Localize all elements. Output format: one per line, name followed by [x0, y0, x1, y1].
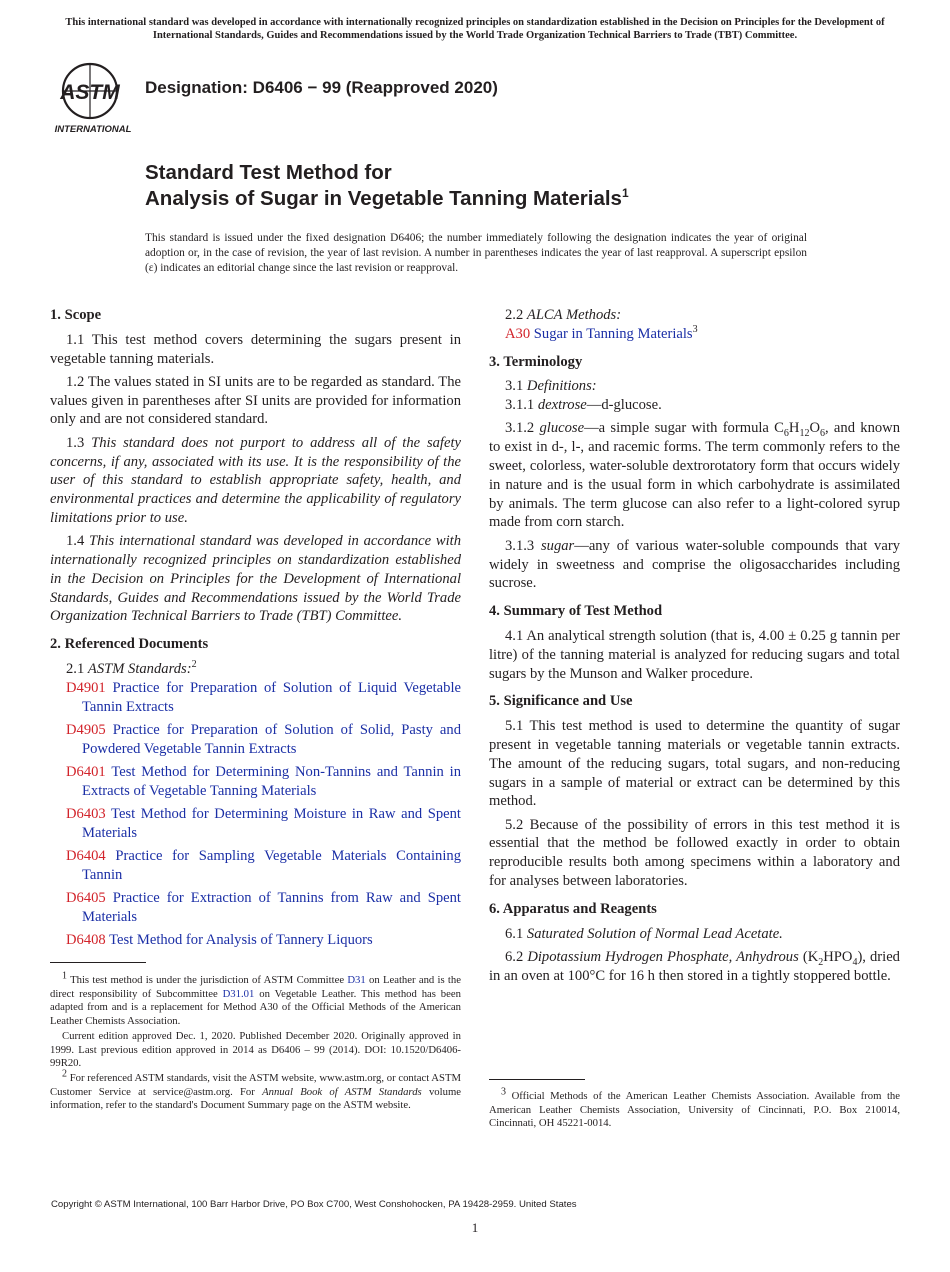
section-6-heading: 6. Apparatus and Reagents	[489, 900, 657, 917]
title-line-1: Standard Test Method for	[145, 161, 392, 184]
link-d31[interactable]: D31	[347, 974, 366, 986]
para-6-1: 6.1 Saturated Solution of Normal Lead Acetate.	[505, 925, 783, 942]
section-2-heading: 2. Referenced Documents	[50, 636, 209, 653]
standard-ref-d4905[interactable]: D4905 Practice for Preparation of Solution of Solid, Pasty and Powdered Vegetable Tannin Extracts	[66, 721, 461, 757]
para-5-1: 5.1 This test method is used to determine the quantity of sugar present in vegetable tanning materials or vegetable tannin extracts. The amount of the reducing sugars, total sugars, and non-reducing sugars in a sample of material or extract can be determined by this method.	[489, 718, 900, 810]
footnote-rule-left	[50, 962, 146, 963]
issue-statement: This standard is issued under the fixed designation D6406; the number immediately following the designation indicates the year of original adoption or, in the case of revision, the year of last revision. A number in parentheses indicates the year of last reapproval. A superscript epsilon (ε) indicates an editorial change since the last revision or reapproval.	[145, 232, 807, 274]
document-title	[145, 160, 629, 212]
standard-ref-d6403[interactable]: D6403 Test Method for Determining Moisture in Raw and Spent Materials	[66, 806, 461, 841]
international-standard-notice: This international standard was developed in accordance with internationally recognized principles on standardization established in the Decision on Principles for the Development of International Standards, Guides and Recommendations issued by the World Trade Organization Technical Barriers to Trade (TBT) Committee.	[65, 17, 885, 41]
link-d31-01[interactable]: D31.01	[222, 987, 255, 1000]
title-line-2: Analysis of Sugar in Vegetable Tanning Materials$^1$	[145, 186, 629, 210]
para-3-1-1: 3.1.1 dextrose—d-glucose.	[505, 397, 662, 414]
svg-text:INTERNATIONAL: INTERNATIONAL	[54, 124, 132, 134]
para-3-1: 3.1 Definitions:	[505, 378, 597, 395]
para-1-4: 1.4 This international standard was developed in accordance with internationally recognized principles on standardization established in the Decision on Principles for the Development of International Standards, Guides and Recommendations issued by the World Trade Organization Technical Barriers to Trade (TBT) Committee.	[50, 533, 462, 625]
astm-logo	[54, 60, 134, 134]
section-1-heading: 1. Scope	[50, 307, 102, 323]
para-1-1: 1.1 This test method covers determining the sugars present in vegetable tanning materials.	[50, 331, 461, 367]
designation: Designation: D6406 − 99 (Reapproved 2020)	[145, 78, 498, 97]
title-footnote-mark: 1	[621, 186, 629, 201]
section-4-heading: 4. Summary of Test Method	[489, 603, 663, 620]
footnote-3: $^3$ Official Methods of the American Leather Chemists Association. Available from the American Leather Chemists Association, University of Cincinnati, P.O. Box 210014, Cincinnati, OH 45221-0014.	[489, 1086, 901, 1130]
page-number: 1	[471, 1220, 479, 1235]
footnote-rule-right	[489, 1079, 585, 1080]
footnote-1: $^1$ This test method is under the jurisdiction of ASTM Committee D31 on Leather and is the direct responsibility of Subcommittee D31.01 on Vegetable Leather. This method has been adapted from and is a replacement for Method A30 of the Official Methods of the American Leather Chemists Association.	[50, 970, 461, 1028]
section-3-heading: 3. Terminology	[489, 353, 583, 370]
para-3-1-3: 3.1.3 sugar—any of various water-soluble compounds that vary widely in sweetness and comprise the oligosaccharides including sucrose.	[489, 537, 900, 592]
copyright-notice: Copyright © ASTM International, 100 Barr Harbor Drive, PO Box C700, West Conshohocken, PA 19428-2959. United States	[51, 1199, 577, 1210]
footnotes-left	[50, 970, 462, 1114]
svg-text:ASTM: ASTM	[60, 81, 120, 104]
section-5-heading: 5. Significance and Use	[489, 693, 633, 710]
standard-ref-d6401[interactable]: D6401 Test Method for Determining Non-Tannins and Tannin in Extracts of Vegetable Tanning Materials	[66, 764, 461, 799]
footnote-1-edition: Current edition approved Dec. 1, 2020. Published December 2020. Originally approved in 1999. Last previous edition approved in 2014 as D6406 – 99 (2014). DOI: 10.1520/D6406-99R20.	[50, 1029, 461, 1070]
standard-ref-d6405[interactable]: D6405 Practice for Extraction of Tannins from Raw and Spent Materials	[66, 890, 461, 926]
standard-ref-d6404[interactable]: D6404 Practice for Sampling Vegetable Materials Containing Tannin	[66, 848, 461, 884]
para-2-1: 2.1 ASTM Standards:$^2$	[66, 659, 197, 678]
footnotes-right	[489, 1086, 901, 1132]
para-1-2: 1.2 The values stated in SI units are to be regarded as standard. The values given in parentheses after SI units are provided for information only and are not considered standard.	[50, 373, 461, 428]
left-column	[50, 306, 461, 955]
para-3-1-2: 3.1.2 glucose—a simple sugar with formula $C_6H_{12}O_6$, and known to exist in d-, l-, and racemic forms. The term commonly refers to the sweet, colorless, water-soluble dextrorotatory form that occurs widely in nature and is the usual form in which carbohydrate is assimilated by animals. The term glucose can also refer to a light-colored syrup made from corn starch.	[489, 420, 900, 531]
standard-ref-d4901[interactable]: D4901 Practice for Preparation of Solution of Liquid Vegetable Tannin Extracts	[66, 679, 461, 715]
para-2-2: 2.2 ALCA Methods:	[505, 307, 622, 323]
para-6-2: 6.2 Dipotassium Hydrogen Phosphate, Anhydrous $(K_2HPO_4)$, dried in an oven at 100°C for 16 h then stored in a tightly stoppered bottle.	[489, 948, 900, 984]
footnote-2: $^2$ For referenced ASTM standards, visit the ASTM website, www.astm.org, or contact ASTM Customer Service at service@astm.org. For Annual Book of ASTM Standards volume information, refer to the standard's Document Summary page on the ASTM website.	[50, 1068, 462, 1112]
para-1-3: 1.3 This standard does not purport to address all of the safety concerns, if any, associated with its use. It is the responsibility of the user of this standard to establish appropriate safety, health, and environmental practices and determine the applicability of regulatory limitations prior to use.	[50, 434, 461, 526]
alca-ref-a30[interactable]: A30 Sugar in Tanning Materials$^3$	[505, 323, 698, 342]
para-4-1: 4.1 An analytical strength solution (that is, 4.00 ± 0.25 g tannin per litre) of the tanning material is analyzed for reducing sugars and total sugars by the Munson and Walker procedure.	[489, 627, 900, 682]
right-column	[489, 306, 900, 990]
standard-ref-d6408[interactable]: D6408 Test Method for Analysis of Tannery Liquors	[66, 932, 373, 949]
para-5-2: 5.2 Because of the possibility of errors in this test method it is essential that the method be followed exactly in order to obtain reproducible results both among specimens within a laboratory and for analyses between laboratories.	[489, 816, 900, 890]
